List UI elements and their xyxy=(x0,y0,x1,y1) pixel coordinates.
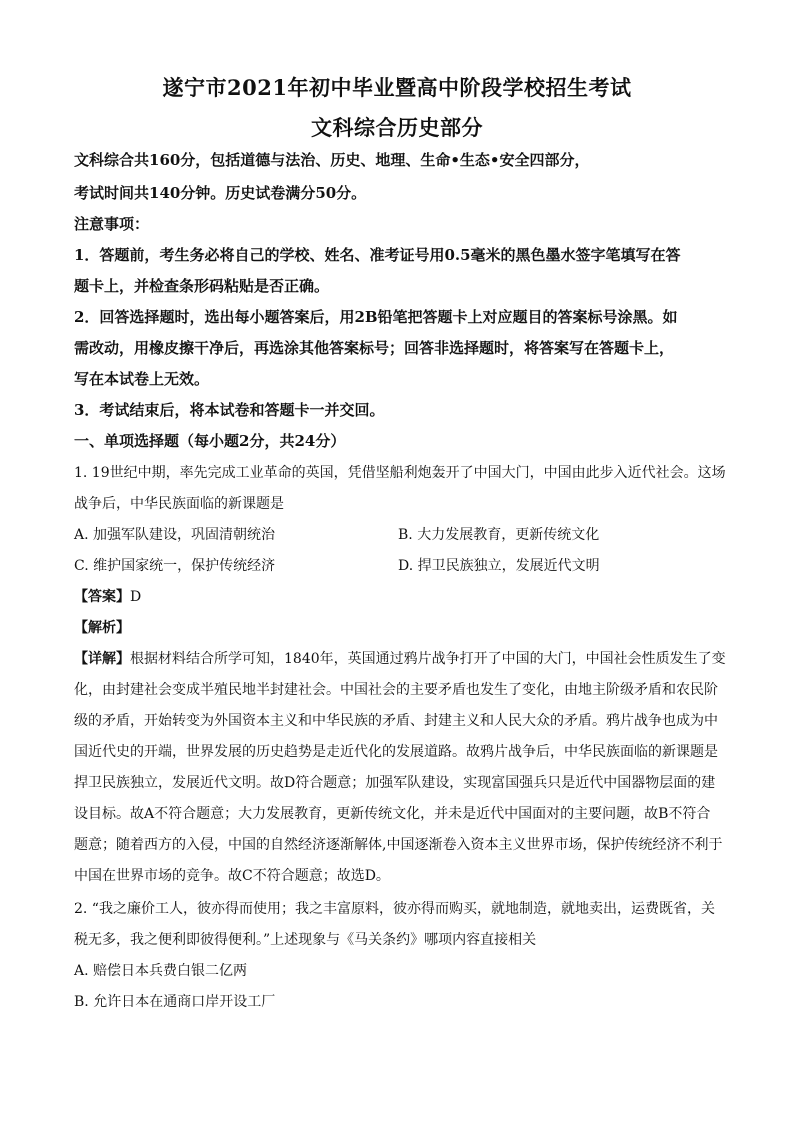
q1-stem-line-2: 战争后，中华民族面临的新课题是 xyxy=(74,496,284,512)
q1-analysis xyxy=(74,618,734,638)
q1-stem-line-1: 1. 19世纪中期，率先完成工业革命的英国，凭借坚船利炮轰开了中国大门，中国由此步入近代社会。这场 xyxy=(74,465,726,481)
notes-heading: 注意事项： xyxy=(74,215,150,233)
q1-option-c: C. 维护国家统一，保护传统经济 xyxy=(74,558,276,574)
q1-detail-line: 题意；随着西方的入侵，中国的自然经济逐渐解体,中国逐渐卷入资本主义世界市场，保护传统经济不利于 xyxy=(74,837,723,853)
note-line: 3．考试结束后，将本试卷和答题卡一并交回。 xyxy=(74,401,385,419)
q2-stem-line-1: 2. “我之廉价工人，彼亦得而使用；我之丰富原料，彼亦得而购买，就地制造，就地卖出，运费既省，关 xyxy=(74,901,715,917)
q2-option-b: B. 允许日本在通商口岸开设工厂 xyxy=(74,994,276,1010)
q1-detail-line: 级的矛盾，开始转变为外国资本主义和中华民族的矛盾、封建主义和人民大众的矛盾。鸦片战争也成为中 xyxy=(74,713,718,729)
detail-text: 根据材料结合所学可知，1840年，英国通过鸦片战争打开了中国的大门，中国社会性质发生了变 xyxy=(130,651,726,667)
detail-tag: 【详解】 xyxy=(74,651,130,667)
note-line: 需改动，用橡皮擦干净后，再选涂其他答案标号；回答非选择题时，将答案写在答题卡上， xyxy=(74,339,675,357)
intro-line-1: 文科综合共160分，包括道德与法治、历史、地理、生命•生态•安全四部分， xyxy=(74,151,590,169)
q1-detail-line: 捍卫民族独立，发展近代文明。故D符合题意；加强军队建设，实现富国强兵只是近代中国器物层面的建 xyxy=(74,775,716,791)
intro-line-2: 考试时间共140分钟。历史试卷满分50分。 xyxy=(74,184,367,202)
q1-detail-line xyxy=(74,649,734,669)
q1-detail-line: 中国在世界市场的竞争。故C不符合题意；故选D。 xyxy=(74,868,390,884)
q1-detail-line: 设目标。故A不符合题意；大力发展教育，更新传统文化，并未是近代中国面对的主要问题，故B不符合 xyxy=(74,806,711,822)
note-line: 题卡上，并检查条形码粘贴是否正确。 xyxy=(74,277,330,295)
q1-option-b: B. 大力发展教育，更新传统文化 xyxy=(398,527,600,543)
q2-option-a: A. 赔偿日本兵费白银二亿两 xyxy=(74,963,248,979)
note-line: 写在本试卷上无效。 xyxy=(74,370,210,388)
answer-tag: 【答案】 xyxy=(74,589,130,605)
q2-stem-line-2: 税无多，我之便利即彼得便利。”上述现象与《马关条约》哪项内容直接相关 xyxy=(74,932,537,948)
q1-detail-line: 化，由封建社会变成半殖民地半封建社会。中国社会的主要矛盾也发生了变化，由地主阶级矛盾和农民阶 xyxy=(74,682,718,698)
q1-option-d: D. 捍卫民族独立，发展近代文明 xyxy=(398,558,600,574)
q1-detail-line: 国近代史的开端，世界发展的历史趋势是走近代化的发展道路。故鸦片战争后，中华民族面临的新课题是 xyxy=(74,744,718,760)
exam-title: 遂宁市2021年初中毕业暨高中阶段学校招生考试 xyxy=(162,75,632,100)
q1-answer xyxy=(74,587,734,607)
q1-option-a: A. 加强军队建设，巩固清朝统治 xyxy=(74,527,276,543)
exam-subtitle: 文科综合历史部分 xyxy=(311,115,483,140)
answer-value: D xyxy=(130,589,142,605)
section-heading: 一、单项选择题（每小题2分，共24分） xyxy=(74,432,346,450)
note-line: 2．回答选择题时，选出每小题答案后，用2B铅笔把答题卡上对应题目的答案标号涂黑。如 xyxy=(74,308,678,326)
analysis-tag: 【解析】 xyxy=(74,620,130,636)
note-line: 1．答题前，考生务必将自己的学校、姓名、准考证号用0.5毫米的黑色墨水签字笔填写在答 xyxy=(74,246,681,264)
